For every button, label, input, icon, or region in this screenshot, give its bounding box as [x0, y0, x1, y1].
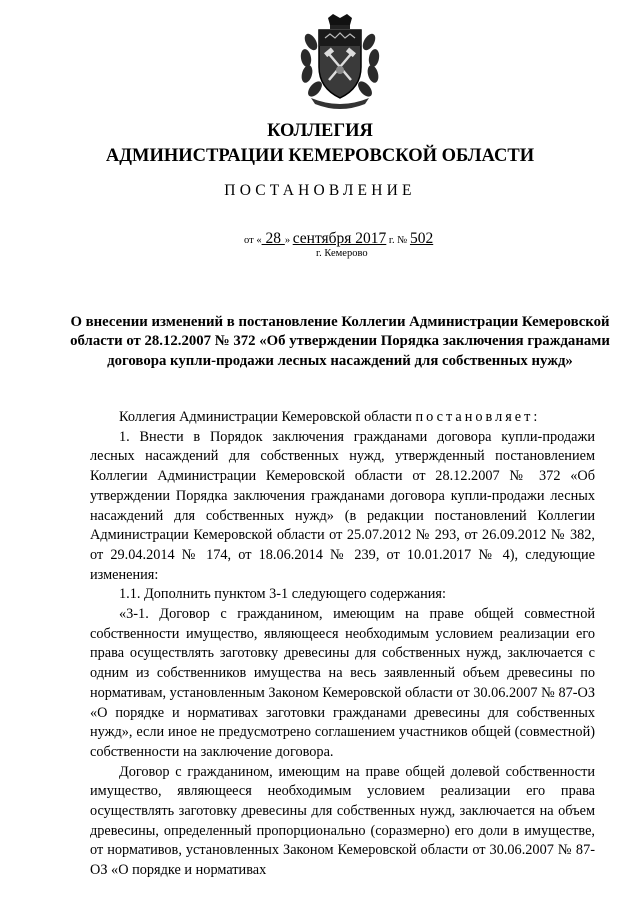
document-type: ПОСТАНОВЛЕНИЕ — [224, 182, 416, 199]
number-prefix: № — [394, 235, 410, 246]
paragraph-3-1: «3-1. Договор с гражданином, имеющим на праве общей совместной собственности имущество, являющееся необходимым условием реализации его права осуществлять заготовку древесины для собственных нужд, заключается с одним из собственников имущества на весь заявленный объем древесины по нормативам, установленным Законом Кемеровской области от 30.06.2007 № 87-ОЗ «О порядке и нормативах заготовки гражданами древесины для собственных нужд», если иное не предусмотрено соглашением участников общей (совместной) собственности на заключение договора. — [90, 606, 595, 760]
organization-name-line2: АДМИНИСТРАЦИИ КЕМЕРОВСКОЙ ОБЛАСТИ — [105, 146, 535, 166]
document-body — [90, 408, 595, 881]
document-date-line — [244, 230, 433, 248]
date-month-year: сентября 2017 — [292, 230, 387, 247]
intro-text: Коллегия Администрации Кемеровской области — [119, 409, 416, 425]
date-day: 28 — [261, 230, 285, 247]
coat-of-arms-emblem — [297, 12, 383, 110]
document-number: 502 — [409, 230, 434, 247]
paragraph-1-1: 1.1. Дополнить пунктом 3-1 следующего содержания: — [119, 586, 446, 603]
paragraph-1: 1. Внести в Порядок заключения гражданами договора купли-продажи лесных насаждений для собственных нужд, утвержденный постановлением Коллегии Администрации Кемеровской области от 28.12.2007 № 372 «Об утверждении Порядка заключения гражданами договора купли-продажи лесных насаждений для собственных нужд» (в редакции постановлений Коллегии Администрации Кемеровской области от 25.07.2012 № 293, от 26.09.2012 № 382, от 29.04.2014 № 174, от 18.06.2014 № 239, от 10.01.2017 № 4), следующие изменения: — [90, 428, 595, 583]
date-mid: » — [284, 235, 293, 246]
body-intro — [90, 408, 595, 428]
document-title: О внесении изменений в постановление Коллегии Администрации Кемеровской области от 28.12.2007 № 372 «Об утверждении Порядка заключения гражданами договора купли-продажи лесных насаждений для собственных нужд» — [70, 314, 610, 369]
intro-spaced-verb: постановляет: — [415, 409, 541, 425]
organization-name-line1: КОЛЛЕГИЯ — [267, 121, 373, 141]
paragraph-3-1-continued: Договор с гражданином, имеющим на праве общей долевой собственности имущество, являющееся необходимым условием реализации его права осуществлять заготовку древесины для собственных нужд, заключается на объем древесины, определенный пропорционально (соразмерно) его доли в имуществе, от нормативов, установленных Законом Кемеровской области от 30.06.2007 № 87-ОЗ «О порядке и нормативах — [90, 763, 595, 879]
city-name: г. Кемерово — [316, 248, 368, 259]
date-prefix: от « — [244, 235, 262, 246]
date-suffix: г. — [386, 235, 395, 246]
